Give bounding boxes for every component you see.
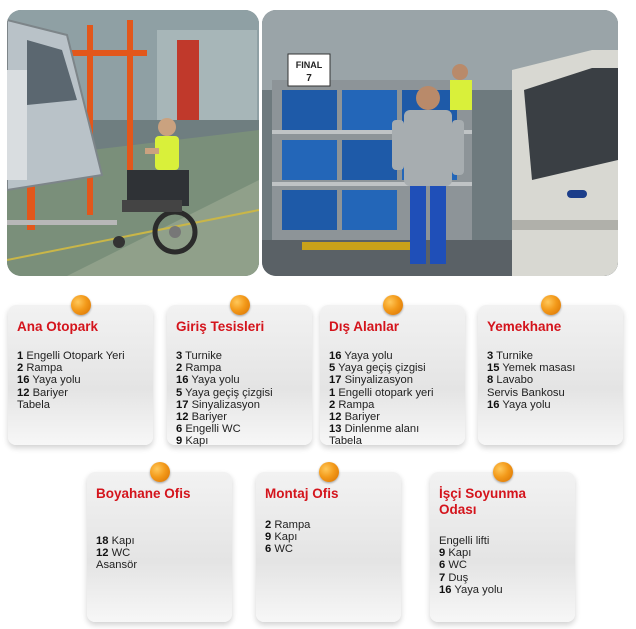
card-title: Boyahane Ofis	[96, 486, 191, 501]
list-item: 2 Rampa	[329, 398, 375, 411]
list-item: 6 Engelli WC	[176, 423, 241, 436]
list-item: 12 Bariyer	[17, 386, 68, 399]
list-item: Tabela	[17, 398, 50, 411]
list-item: 1 Engelli otopark yeri	[329, 386, 434, 399]
card-title: Dış Alanlar	[329, 319, 400, 334]
orange-dot-icon	[319, 462, 339, 482]
list-item: 6 WC	[439, 559, 467, 572]
final-sign-text: FINAL	[295, 60, 323, 70]
card-list	[96, 535, 137, 572]
card-list	[176, 350, 273, 448]
list-item: 17 Sinyalizasyon	[176, 398, 260, 411]
list-item: 16 Yaya yolu	[439, 583, 503, 596]
card-title: Montaj Ofis	[265, 486, 339, 501]
list-item: 16 Yaya yolu	[487, 398, 551, 411]
list-item: 6 WC	[265, 543, 293, 556]
card-giris-tesisleri	[167, 305, 312, 448]
card-dis-alanlar	[320, 305, 465, 448]
list-item: Asansör	[96, 559, 138, 572]
list-item: 12 Bariyer	[176, 411, 227, 424]
list-item: 16 Yaya yolu	[329, 350, 393, 362]
card-list	[487, 350, 575, 411]
parts-area-photo	[262, 10, 618, 276]
final-sign-number: 7	[306, 73, 312, 84]
card-title: Yemekhane	[487, 319, 562, 334]
list-item: Engelli lifti	[439, 535, 490, 547]
orange-dot-icon	[493, 462, 513, 482]
orange-dot-icon	[383, 295, 403, 315]
list-item: 2 Rampa	[265, 519, 311, 531]
list-item: 2 Rampa	[17, 362, 63, 375]
list-item: 15 Yemek masası	[487, 362, 576, 375]
list-item: 8 Lavabo	[487, 374, 534, 387]
card-title: İşçi Soyunma Odası	[439, 486, 527, 517]
card-ana-otopark	[8, 305, 153, 445]
list-item: Tabela	[329, 435, 362, 448]
card-list	[439, 535, 503, 596]
assembly-line-photo	[7, 10, 259, 276]
list-item: 9 Kapı	[439, 547, 472, 560]
list-item: 1 Engelli Otopark Yeri	[17, 350, 125, 362]
list-item: 18 Kapı	[96, 535, 135, 547]
card-list	[329, 350, 434, 448]
list-item: Servis Bankosu	[487, 386, 565, 399]
orange-dot-icon	[230, 295, 250, 315]
card-title: Ana Otopark	[17, 319, 99, 334]
list-item: 2 Rampa	[176, 362, 222, 375]
list-item: 12 WC	[96, 547, 131, 560]
list-item: 12 Bariyer	[329, 411, 380, 424]
list-item: 3 Turnike	[487, 350, 534, 362]
card-list	[17, 350, 125, 411]
card-isci-soyunma-odasi	[430, 472, 575, 622]
card-list	[265, 519, 310, 556]
list-item: 9 Kapı	[176, 435, 209, 448]
orange-dot-icon	[71, 295, 91, 315]
list-item: 3 Turnike	[176, 350, 223, 362]
list-item: 5 Yaya geçiş çizgisi	[176, 386, 273, 399]
list-item: 16 Yaya yolu	[176, 374, 240, 387]
list-item: 7 Duş	[439, 571, 469, 584]
orange-dot-icon	[150, 462, 170, 482]
orange-dot-icon	[541, 295, 561, 315]
card-boyahane-ofis	[87, 472, 232, 622]
card-montaj-ofis	[256, 472, 401, 622]
list-item: 9 Kapı	[265, 531, 298, 544]
list-item: 13 Dinlenme alanı	[329, 423, 420, 436]
list-item: 5 Yaya geçiş çizgisi	[329, 362, 426, 375]
list-item: 17 Sinyalizasyon	[329, 374, 413, 387]
card-title: Giriş Tesisleri	[176, 319, 265, 334]
list-item: 16 Yaya yolu	[17, 374, 81, 387]
card-yemekhane	[478, 305, 623, 445]
